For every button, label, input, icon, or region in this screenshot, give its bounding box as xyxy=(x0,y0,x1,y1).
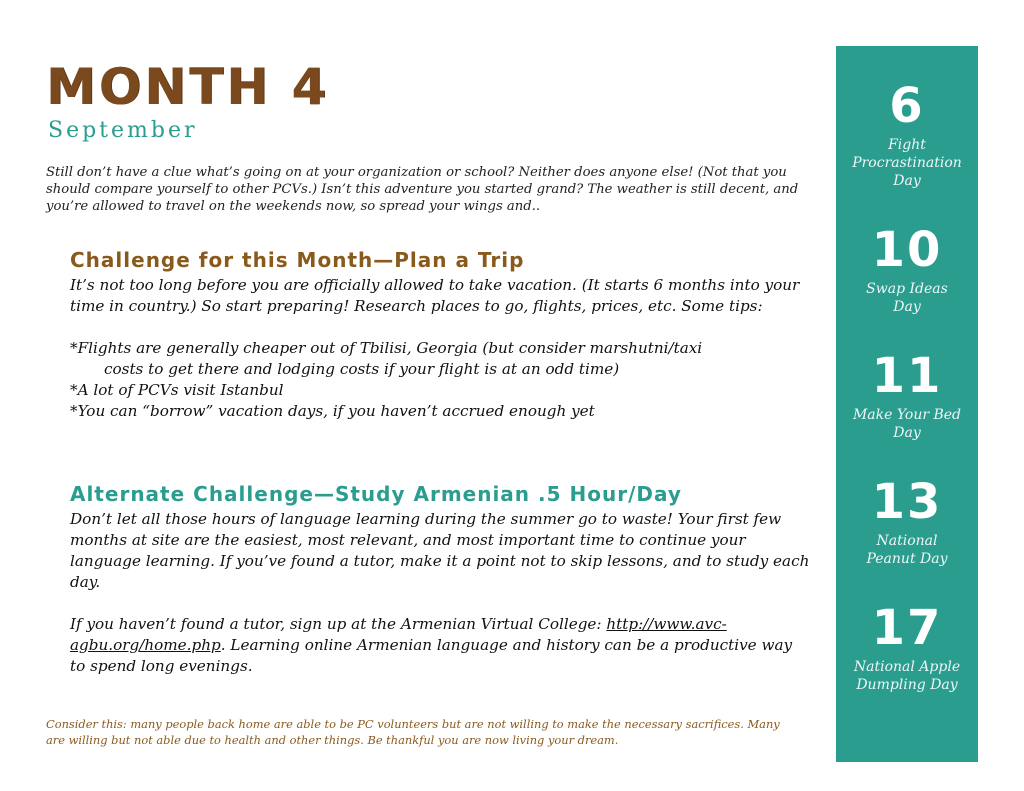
tip-item: *A lot of PCVs visit Istanbul xyxy=(70,381,284,399)
challenge-heading: Challenge for this Month—Plan a Trip xyxy=(70,248,525,272)
challenge-body xyxy=(70,275,810,422)
month-title: MONTH 4 xyxy=(46,58,330,116)
holiday-item xyxy=(836,80,978,190)
holiday-name: Fight Procrastination Day xyxy=(852,137,962,189)
holiday-item xyxy=(836,602,978,694)
holiday-date: 17 xyxy=(871,600,943,656)
holiday-name: Make Your Bed Day xyxy=(852,407,962,441)
footnote: Consider this: many people back home are able to be PC volunteers but are not willing to make the necessary sacrifices. Many are willing but not able due to health and other things. Be thankful you are now living your dream. xyxy=(46,717,780,747)
holiday-sidebar xyxy=(836,46,978,762)
holiday-name: National Peanut Day xyxy=(866,533,948,567)
month-subtitle: September xyxy=(48,118,198,143)
challenge-text: It’s not too long before you are officially allowed to take vacation. (It starts 6 months into your time in country.) So start preparing! Research places to go, flights, prices, etc. Some tips: xyxy=(70,276,800,315)
holiday-name: Swap Ideas Day xyxy=(866,281,948,315)
holiday-date: 10 xyxy=(871,222,943,278)
alternate-body xyxy=(70,509,810,677)
tip-item: *You can “borrow” vacation days, if you haven’t accrued enough yet xyxy=(70,402,595,420)
tip-item: *Flights are generally cheaper out of Tbilisi, Georgia (but consider marshutni/taxi costs to get there and lodging costs if your flight is at an odd time) xyxy=(70,339,703,378)
holiday-name: National Apple Dumpling Day xyxy=(853,659,961,693)
intro-paragraph: Still don’t have a clue what’s going on at your organization or school? Neither does anyone else! (Not that you should compare yourself to other PCVs.) Isn’t this adventure you started grand? The weather is still decent, and you’re allowed to travel on the weekends now, so spread your wings and.. xyxy=(46,165,799,214)
holiday-date: 11 xyxy=(871,348,943,404)
holiday-item xyxy=(836,476,978,568)
alternate-heading: Alternate Challenge—Study Armenian .5 Hour/Day xyxy=(70,482,682,506)
alternate-tutor-text: If you haven’t found a tutor, sign up at the Armenian Virtual College: http://www.avc-agbu.org/home.php. Learning online Armenian language and history can be a productive way to spend long evenings. xyxy=(70,615,793,675)
alternate-text: Don’t let all those hours of language learning during the summer go to waste! Your first few months at site are the easiest, most relevant, and most important time to continue your language learning. If you’ve found a tutor, make it a point not to skip lessons, and to study each day. xyxy=(70,510,810,591)
holiday-date: 6 xyxy=(889,78,925,134)
holiday-date: 13 xyxy=(871,474,943,530)
holiday-item xyxy=(836,350,978,442)
avc-link[interactable]: http://www.avc-agbu.org/home.php xyxy=(70,615,727,654)
holiday-item xyxy=(836,224,978,316)
